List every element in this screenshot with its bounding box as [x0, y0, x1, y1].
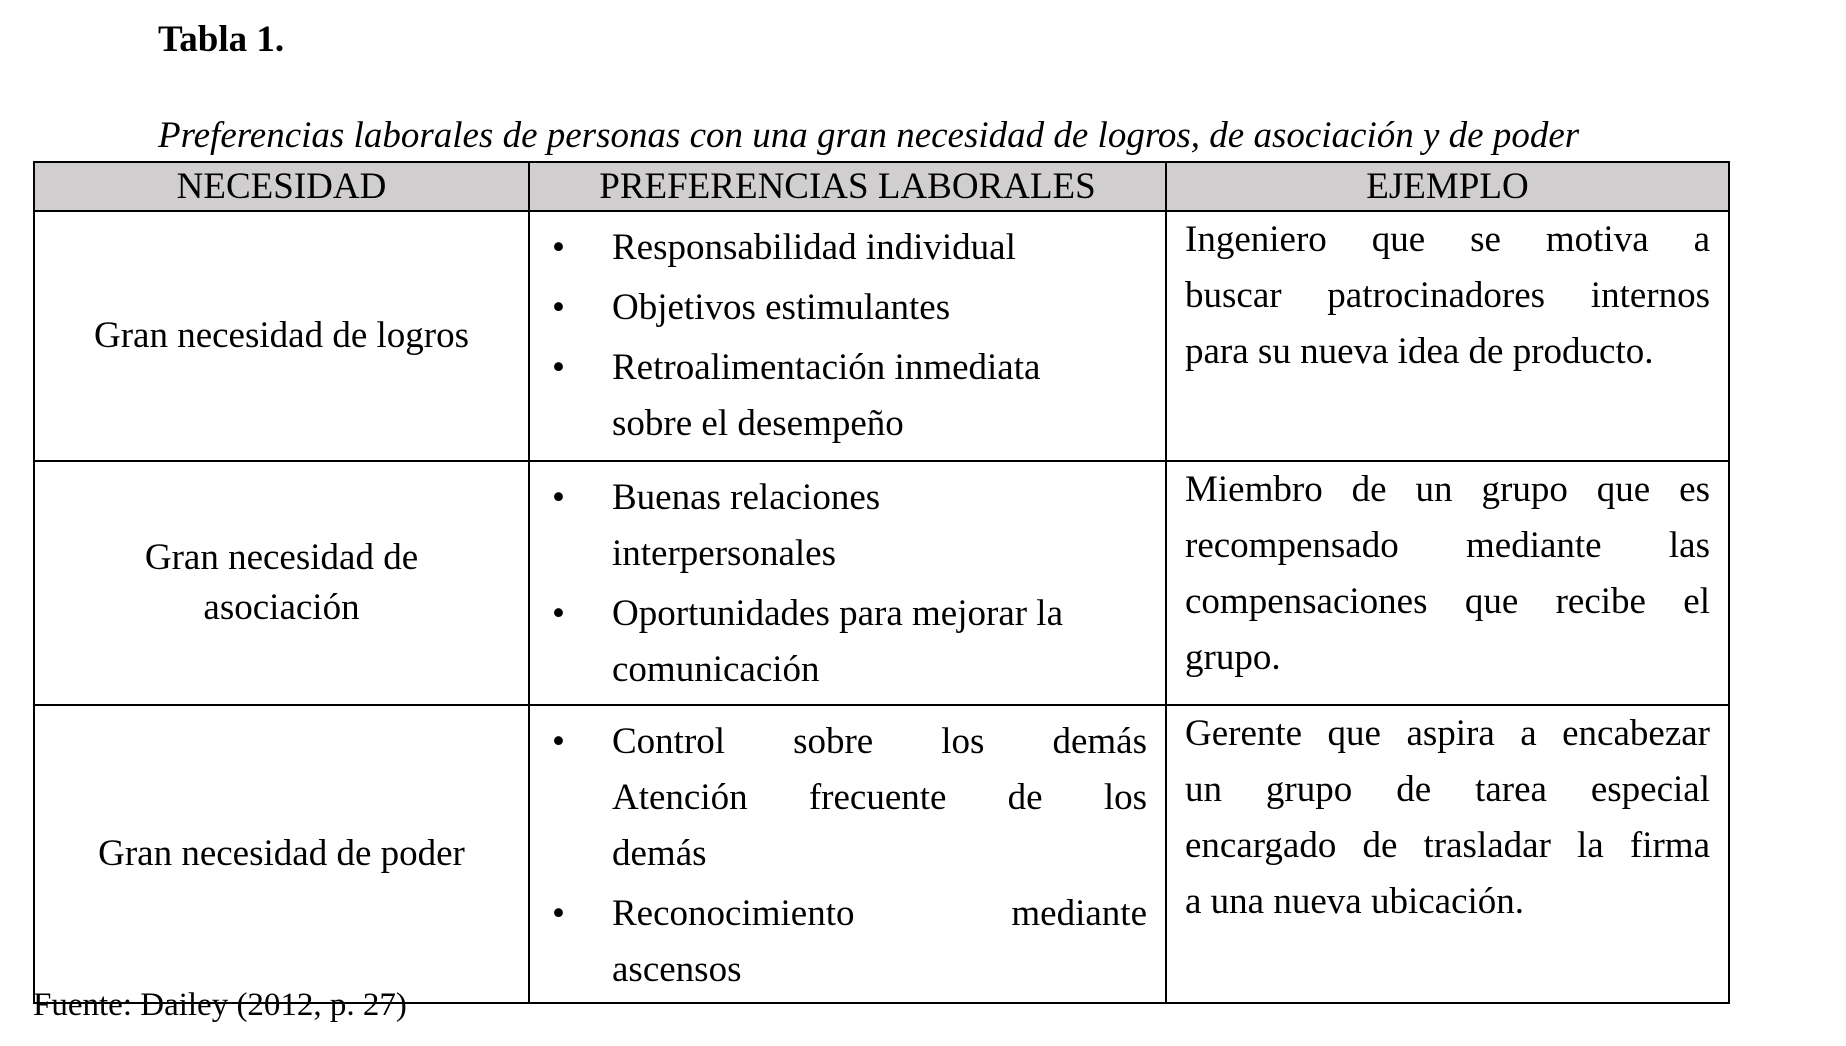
table-label: Tabla 1. [158, 19, 285, 60]
list-item [530, 470, 1147, 582]
list-item-text: Oportunidades para mejorar la [612, 593, 1064, 634]
example-text: un grupo de tarea especial [1185, 769, 1710, 810]
column-header-necesidad: NECESIDAD [34, 162, 529, 211]
list-item-text: Control sobre los demás [612, 721, 1147, 762]
preferences-cell [529, 461, 1166, 705]
need-cell: Gran necesidad de logros [34, 211, 529, 461]
list-item-text: Objetivos estimulantes [612, 287, 951, 328]
list-item-text: Buenas relaciones [612, 477, 881, 518]
list-item-text: interpersonales [612, 533, 836, 574]
example-text: Ingeniero que se motiva a [1185, 219, 1710, 260]
need-cell [34, 461, 529, 705]
table-source: Fuente: Dailey (2012, p. 27) [33, 987, 407, 1023]
example-cell [1166, 461, 1729, 705]
column-header-preferencias: PREFERENCIAS LABORALES [529, 162, 1166, 211]
bullet-icon: • [552, 287, 565, 328]
bullet-icon: • [552, 227, 565, 268]
preferences-list [530, 220, 1147, 452]
example-text: Gerente que aspira a encabezar [1185, 713, 1710, 754]
list-item-text: demás [612, 833, 707, 874]
list-item [530, 586, 1147, 698]
list-item-text: ascensos [612, 949, 742, 990]
example-text: a una nueva ubicación. [1185, 881, 1525, 922]
preferences-table [33, 161, 1730, 1004]
need-cell: Gran necesidad de poder [34, 705, 529, 1003]
preferences-cell [529, 705, 1166, 1003]
example-text: Miembro de un grupo que es [1185, 469, 1710, 510]
list-item [530, 280, 1147, 336]
bullet-icon: • [552, 593, 565, 634]
list-item [530, 714, 1147, 882]
list-item [530, 886, 1147, 998]
preferences-list [530, 714, 1147, 998]
example-text: buscar patrocinadores internos [1185, 275, 1710, 316]
list-item-text: Responsabilidad individual [612, 227, 1016, 268]
bullet-icon: • [552, 347, 565, 388]
example-text: compensaciones que recibe el [1185, 581, 1710, 622]
list-item-text: comunicación [612, 649, 820, 690]
preferences-cell [529, 211, 1166, 461]
example-cell [1166, 705, 1729, 1003]
example-text: para su nueva idea de producto. [1185, 331, 1654, 372]
bullet-icon: • [552, 477, 565, 518]
example-cell [1166, 211, 1729, 461]
example-text: encargado de trasladar la firma [1185, 825, 1710, 866]
list-item-text: Retroalimentación inmediata [612, 347, 1041, 388]
example-text: recompensado mediante las [1185, 525, 1710, 566]
example-text: grupo. [1185, 637, 1281, 678]
list-item-text: Atención frecuente de los [612, 777, 1147, 818]
table-caption: Preferencias laborales de personas con una gran necesidad de logros, de asociación y de poder [158, 115, 1580, 156]
need-text: Gran necesidad de [144, 537, 419, 578]
need-text: asociación [203, 587, 360, 628]
table-row [34, 705, 1729, 1003]
list-item [530, 220, 1147, 276]
bullet-icon: • [552, 893, 565, 934]
list-item [530, 340, 1147, 452]
list-item-text: Reconocimiento mediante [612, 893, 1147, 934]
table-row [34, 211, 1729, 461]
table-header-row [34, 162, 1729, 211]
preferences-list [530, 470, 1147, 698]
list-item-text: sobre el desempeño [612, 403, 904, 444]
bullet-icon: • [552, 721, 565, 762]
table-row [34, 461, 1729, 705]
column-header-ejemplo: EJEMPLO [1166, 162, 1729, 211]
